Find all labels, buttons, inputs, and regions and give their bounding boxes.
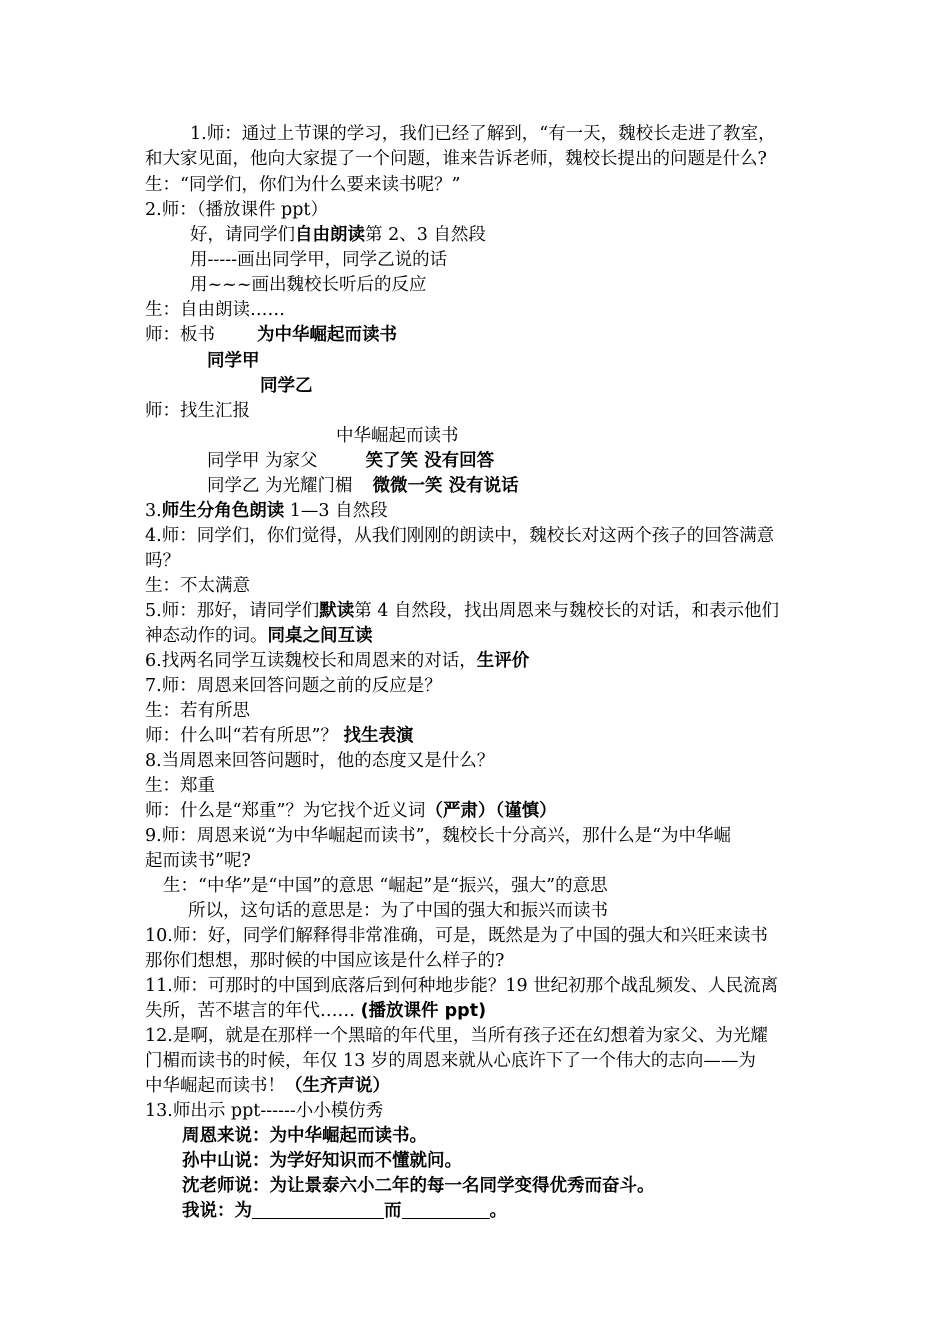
text-run: 师：板书 [145, 325, 215, 345]
text-run: 生：自由朗读…… [145, 300, 285, 320]
text-line [145, 549, 180, 574]
text-run: 第 2、3 自然段 [365, 225, 486, 245]
text-line [145, 849, 251, 874]
text-line [207, 449, 494, 474]
text-run: 和大家见面，他向大家提了一个问题，谁来告诉老师，魏校长提出的问题是什么? [145, 149, 767, 169]
bold-text: 沈老师说：为让景泰六小二年的每一名同学变得优秀而奋斗。 [182, 1176, 655, 1196]
text-run: 用-----画出同学甲，同学乙说的话 [190, 250, 448, 270]
text-line [145, 949, 504, 974]
text-line [145, 198, 328, 223]
text-line [190, 122, 776, 147]
text-line [260, 374, 313, 399]
text-run: 生：“同学们，你们为什么要来读书呢？” [145, 175, 461, 195]
text-line [145, 924, 768, 949]
text-line [207, 349, 260, 374]
text-run: 师：什么是“郑重”？为它找个近义词 [145, 801, 426, 821]
text-run: 1—3 自然段 [284, 501, 388, 521]
text-run: 好，请同学们 [190, 225, 295, 245]
bold-text: 我说：为 [182, 1201, 252, 1221]
text-run: 中华崛起而读书 [336, 426, 459, 446]
text-line [145, 699, 250, 724]
text-run: 9.师：周恩来说“为中华崛起而读书”，魏校长十分高兴，那什么是“为中华崛 [145, 826, 732, 846]
bold-text: （生齐声说） [285, 1076, 390, 1096]
text-line [145, 323, 397, 348]
text-line [145, 724, 413, 749]
text-line [190, 248, 447, 273]
bold-text: 找生表演 [343, 726, 414, 746]
bold-text: 同学甲 [207, 351, 260, 371]
board-title: 为中华崛起而读书 [257, 325, 397, 345]
text-line [182, 1124, 427, 1149]
text-run: 11.师：可那时的中国到底落后到何种地步能？19 世纪初那个战乱频发、人民流离 [145, 976, 779, 996]
text-line [207, 474, 519, 499]
text-line [336, 424, 459, 449]
text-run: 3. [145, 501, 162, 521]
fill-in-blank [252, 1200, 384, 1219]
text-line [145, 1049, 756, 1074]
text-run: 生：若有所思 [145, 701, 250, 721]
text-line [145, 147, 767, 172]
text-line [145, 649, 529, 674]
text-run: 5.师：那好，请同学们 [145, 601, 320, 621]
bold-text: 微微一笑 没有说话 [372, 476, 519, 496]
text-run: 13.师出示 ppt------小小模仿秀 [145, 1101, 384, 1121]
bold-text: 笑了笑 没有回答 [365, 451, 495, 471]
text-run: 生：“中华”是“中国”的意思 “崛起”是“振兴，强大”的意思 [163, 876, 608, 896]
text-run: 6.找两名同学互读魏校长和周恩来的对话， [145, 651, 477, 671]
text-line [163, 874, 608, 899]
text-line [145, 749, 494, 774]
text-run: 10.师：好，同学们解释得非常准确，可是，既然是为了中国的强大和兴旺来读书 [145, 926, 768, 946]
text-line [145, 599, 779, 624]
text-line [145, 674, 442, 699]
text-run: 7.师：周恩来回答问题之前的反应是？ [145, 676, 442, 696]
bold-text: 生评价 [476, 651, 530, 671]
text-line [145, 1024, 768, 1049]
text-line [145, 499, 388, 524]
text-run: 师：什么叫“若有所思”？ [145, 726, 344, 746]
bold-text: 。 [489, 1201, 507, 1221]
text-line [190, 223, 486, 248]
text-run: 4.师：同学们，你们觉得，从我们刚刚的朗读中，魏校长对这两个孩子的回答满意 [145, 526, 775, 546]
text-line [182, 1199, 507, 1224]
text-line [145, 173, 460, 198]
bold-text: 而 [384, 1201, 402, 1221]
text-line [145, 999, 486, 1024]
text-run: 生：郑重 [145, 776, 215, 796]
text-run: 师：找生汇报 [145, 401, 250, 421]
text-line [145, 524, 774, 549]
text-run: 失所，苦不堪言的年代…… [145, 1001, 361, 1021]
text-run: 12.是啊，就是在那样一个黑暗的年代里，当所有孩子还在幻想着为家父、为光耀 [145, 1026, 768, 1046]
text-run: 用~~~画出魏校长听后的反应 [190, 275, 427, 295]
text-line [182, 1149, 462, 1174]
bold-text: 同学乙 [260, 376, 313, 396]
text-run: 第 4 自然段，找出周恩来与魏校长的对话，和表示他们 [354, 601, 779, 621]
text-line [145, 799, 557, 824]
fill-in-blank [402, 1200, 490, 1219]
text-line [182, 1174, 655, 1199]
text-run: 中华崛起而读书！ [145, 1076, 285, 1096]
text-run: 吗？ [145, 551, 180, 571]
text-run: 1.师：通过上节课的学习，我们已经了解到，“有一天，魏校长走进了教室， [190, 124, 776, 144]
text-line [145, 974, 778, 999]
bold-text: 同桌之间互读 [267, 626, 373, 646]
text-line [145, 824, 731, 849]
text-run: 同学乙 为光耀门楣 [207, 476, 353, 496]
bold-text: 师生分角色朗读 [161, 501, 285, 521]
text-run: 同学甲 为家父 [207, 451, 318, 471]
text-run: 起而读书”呢? [145, 851, 251, 871]
text-line [188, 899, 608, 924]
text-run: 2.师：（播放课件 ppt） [145, 200, 328, 220]
bold-text: 自由朗读 [295, 225, 365, 245]
text-line [145, 1099, 383, 1124]
text-line [145, 574, 250, 599]
text-line [145, 774, 215, 799]
bold-text: 孙中山说：为学好知识而不懂就问。 [182, 1151, 462, 1171]
bold-text: (播放课件 ppt) [360, 1001, 487, 1021]
bold-text: 周恩来说：为中华崛起而读书。 [182, 1126, 427, 1146]
text-run: 生：不太满意 [145, 576, 250, 596]
bold-text: （严肃）（谨慎） [425, 801, 557, 821]
text-run: 门楣而读书的时候，年仅 13 岁的周恩来就从心底许下了一个伟大的志向——为 [145, 1051, 756, 1071]
text-line [145, 298, 285, 323]
text-line [145, 399, 250, 424]
text-run: 8.当周恩来回答问题时，他的态度又是什么？ [145, 751, 495, 771]
text-line [145, 624, 373, 649]
text-line [145, 1074, 390, 1099]
text-run: 所以，这句话的意思是：为了中国的强大和振兴而读书 [188, 901, 608, 921]
text-run: 那你们想想，那时候的中国应该是什么样子的? [145, 951, 505, 971]
text-line [190, 273, 427, 298]
bold-text: 默读 [319, 601, 355, 621]
text-run: 神态动作的词。 [145, 626, 268, 646]
